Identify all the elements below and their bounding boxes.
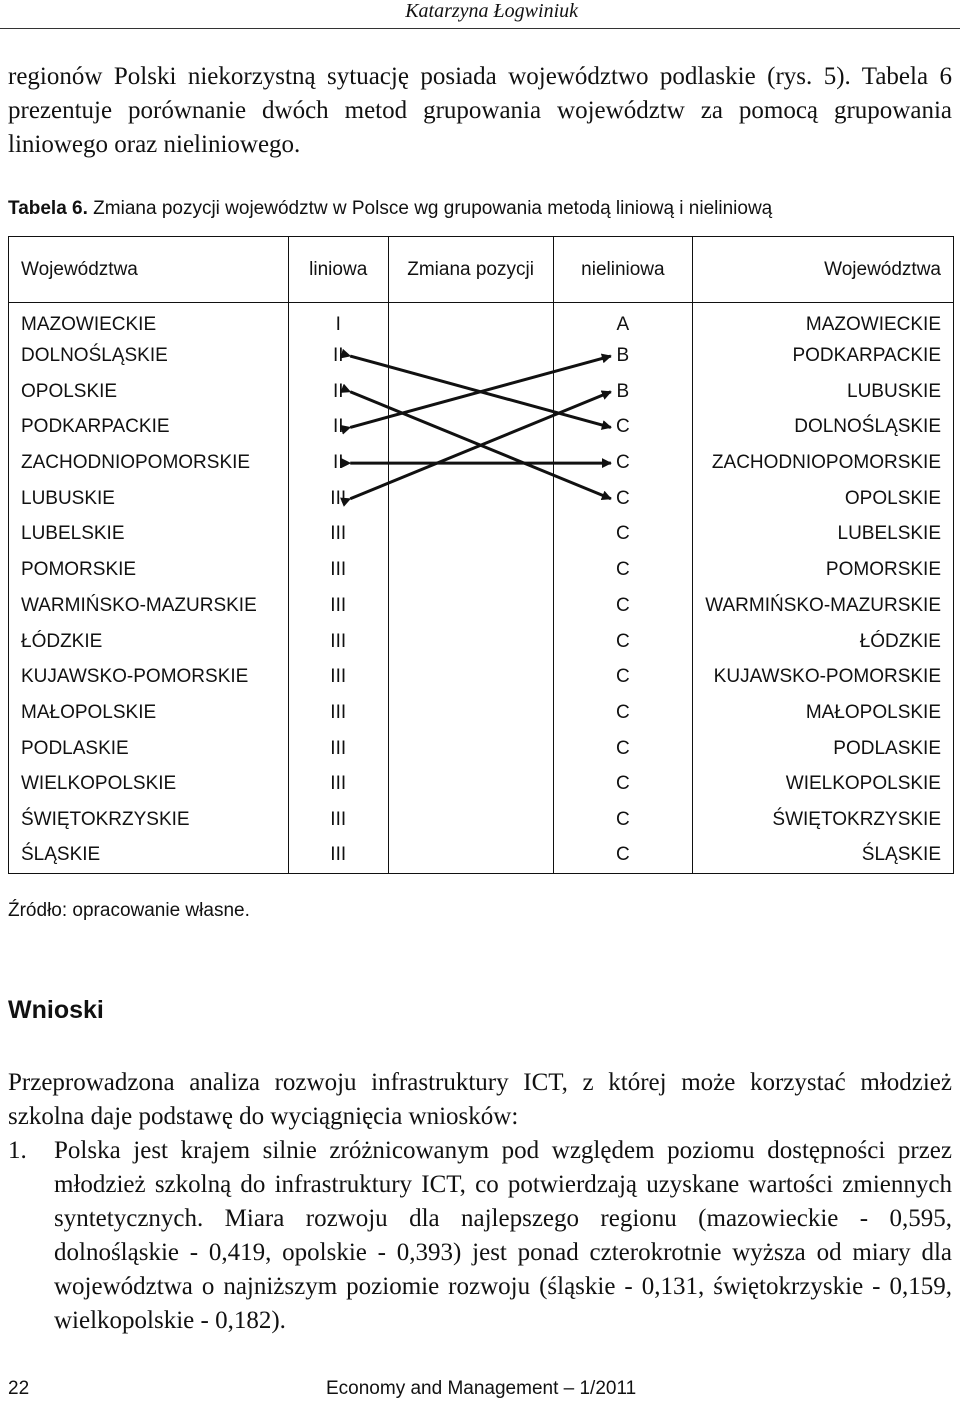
comparison-table-wrapper xyxy=(8,236,954,878)
table-caption-text: Zmiana pozycji województw w Polsce wg grupowania metodą liniową i nieliniową xyxy=(87,198,773,219)
nonlinear-group-cell: C xyxy=(553,445,693,481)
table-row xyxy=(9,588,954,624)
voivodeship-nonlinear-cell: ZACHODNIOPOMORSKIE xyxy=(693,445,954,481)
position-change-cell xyxy=(388,624,553,660)
voivodeship-nonlinear-cell: PODKARPACKIE xyxy=(693,338,954,374)
linear-group-cell: II xyxy=(288,338,388,374)
nonlinear-group-cell: A xyxy=(553,303,693,339)
table-body xyxy=(9,303,954,874)
linear-group-cell: III xyxy=(288,517,388,553)
voivodeship-linear-cell: ZACHODNIOPOMORSKIE xyxy=(9,445,289,481)
voivodeship-linear-cell: ŁÓDZKIE xyxy=(9,624,289,660)
nonlinear-group-cell: C xyxy=(553,766,693,802)
linear-group-cell: II xyxy=(288,374,388,410)
voivodeship-nonlinear-cell: PODLASKIE xyxy=(693,731,954,767)
position-change-cell xyxy=(388,338,553,374)
table-row xyxy=(9,410,954,446)
position-change-cell xyxy=(388,303,553,339)
linear-group-cell: III xyxy=(288,695,388,731)
voivodeship-nonlinear-cell: WIELKOPOLSKIE xyxy=(693,766,954,802)
voivodeship-linear-cell: LUBUSKIE xyxy=(9,481,289,517)
linear-group-cell: III xyxy=(288,624,388,660)
header-position-change: Zmiana pozycji xyxy=(388,237,553,303)
position-change-cell xyxy=(388,552,553,588)
table-row xyxy=(9,624,954,660)
conclusions-heading: Wnioski xyxy=(8,996,104,1024)
position-change-cell xyxy=(388,659,553,695)
table-row xyxy=(9,374,954,410)
position-change-cell xyxy=(388,445,553,481)
voivodeship-nonlinear-cell: POMORSKIE xyxy=(693,552,954,588)
position-change-cell xyxy=(388,838,553,874)
conclusions-list xyxy=(8,1134,952,1338)
voivodeship-nonlinear-cell: ŁÓDZKIE xyxy=(693,624,954,660)
linear-group-cell: III xyxy=(288,766,388,802)
table-row xyxy=(9,445,954,481)
nonlinear-group-cell: C xyxy=(553,695,693,731)
voivodeship-nonlinear-cell: LUBUSKIE xyxy=(693,374,954,410)
position-change-cell xyxy=(388,802,553,838)
voivodeship-linear-cell: DOLNOŚLĄSKIE xyxy=(9,338,289,374)
voivodeship-nonlinear-cell: LUBELSKIE xyxy=(693,517,954,553)
voivodeship-linear-cell: MAŁOPOLSKIE xyxy=(9,695,289,731)
nonlinear-group-cell: C xyxy=(553,731,693,767)
table-row xyxy=(9,481,954,517)
header-voivodeships-right: Województwa xyxy=(693,237,954,303)
voivodeship-nonlinear-cell: MAŁOPOLSKIE xyxy=(693,695,954,731)
header-divider xyxy=(0,28,960,29)
voivodeship-nonlinear-cell: OPOLSKIE xyxy=(693,481,954,517)
nonlinear-group-cell: C xyxy=(553,552,693,588)
table-header-row xyxy=(9,237,954,303)
linear-group-cell: III xyxy=(288,588,388,624)
nonlinear-group-cell: C xyxy=(553,624,693,660)
position-change-cell xyxy=(388,588,553,624)
voivodeship-linear-cell: ŚWIĘTOKRZYSKIE xyxy=(9,802,289,838)
page-number: 22 xyxy=(8,1378,30,1399)
conclusion-item xyxy=(8,1134,952,1338)
conclusion-text: Polska jest krajem silnie zróżnicowanym pod względem poziomu dostępności przez młodzież szkolną do infrastruktury ICT, co potwierdzają uzyskane wartości zmiennych syntetycznych. Miara rozwoju dla najlepszego regionu (mazowieckie - 0,595, dolnośląskie - 0,419, opolskie - 0,393) jest ponad czterokrotnie wyższa od miary dla województwa o najniższym poziomie rozwoju (śląskie - 0,131, świętokrzyskie - 0,159, wielkopolskie - 0,182). xyxy=(54,1137,952,1334)
linear-group-cell: III xyxy=(288,731,388,767)
linear-group-cell: III xyxy=(288,838,388,874)
intro-paragraph: regionów Polski niekorzystną sytuację posiada województwo podlaskie (rys. 5). Tabela 6 prezentuje porównanie dwóch metod grupowania województw za pomocą grupowania liniowego oraz nieliniowego. xyxy=(8,63,952,158)
table-caption xyxy=(8,198,772,220)
position-change-cell xyxy=(388,766,553,802)
nonlinear-group-cell: C xyxy=(553,517,693,553)
journal-footer: Economy and Management – 1/2011 xyxy=(326,1378,637,1399)
position-change-cell xyxy=(388,374,553,410)
linear-group-cell: II xyxy=(288,410,388,446)
comparison-table xyxy=(8,236,954,874)
nonlinear-group-cell: C xyxy=(553,481,693,517)
table-row xyxy=(9,659,954,695)
nonlinear-group-cell: C xyxy=(553,588,693,624)
table-source: Źródło: opracowanie własne. xyxy=(8,900,250,921)
conclusion-number: 1. xyxy=(8,1137,27,1164)
voivodeship-linear-cell: ŚLĄSKIE xyxy=(9,838,289,874)
position-change-cell xyxy=(388,695,553,731)
nonlinear-group-cell: B xyxy=(553,374,693,410)
voivodeship-nonlinear-cell: DOLNOŚLĄSKIE xyxy=(693,410,954,446)
position-change-cell xyxy=(388,731,553,767)
nonlinear-group-cell: B xyxy=(553,338,693,374)
table-row xyxy=(9,731,954,767)
table-row xyxy=(9,338,954,374)
header-nonlinear: nieliniowa xyxy=(553,237,693,303)
table-row xyxy=(9,552,954,588)
table-row xyxy=(9,802,954,838)
voivodeship-linear-cell: PODLASKIE xyxy=(9,731,289,767)
voivodeship-linear-cell: KUJAWSKO-POMORSKIE xyxy=(9,659,289,695)
table-row xyxy=(9,303,954,339)
linear-group-cell: III xyxy=(288,659,388,695)
voivodeship-nonlinear-cell: ŚLĄSKIE xyxy=(693,838,954,874)
nonlinear-group-cell: C xyxy=(553,802,693,838)
table-row xyxy=(9,695,954,731)
header-voivodeships-left: Województwa xyxy=(9,237,289,303)
linear-group-cell: III xyxy=(288,552,388,588)
voivodeship-nonlinear-cell: MAZOWIECKIE xyxy=(693,303,954,339)
voivodeship-nonlinear-cell: WARMIŃSKO-MAZURSKIE xyxy=(693,588,954,624)
header-linear: liniowa xyxy=(288,237,388,303)
table-row xyxy=(9,766,954,802)
linear-group-cell: III xyxy=(288,802,388,838)
running-head: Katarzyna Łogwiniuk xyxy=(405,0,578,22)
table-caption-label: Tabela 6. xyxy=(8,198,88,219)
voivodeship-nonlinear-cell: ŚWIĘTOKRZYSKIE xyxy=(693,802,954,838)
table-row xyxy=(9,517,954,553)
linear-group-cell: I xyxy=(288,303,388,339)
nonlinear-group-cell: C xyxy=(553,838,693,874)
table-row xyxy=(9,838,954,874)
position-change-cell xyxy=(388,481,553,517)
voivodeship-linear-cell: LUBELSKIE xyxy=(9,517,289,553)
nonlinear-group-cell: C xyxy=(553,410,693,446)
conclusions-intro: Przeprowadzona analiza rozwoju infrastruktury ICT, z której może korzystać młodzież szkolna daje podstawę do wyciągnięcia wniosków: xyxy=(8,1069,952,1130)
linear-group-cell: III xyxy=(288,481,388,517)
voivodeship-linear-cell: MAZOWIECKIE xyxy=(9,303,289,339)
linear-group-cell: II xyxy=(288,445,388,481)
voivodeship-linear-cell: OPOLSKIE xyxy=(9,374,289,410)
voivodeship-linear-cell: WARMIŃSKO-MAZURSKIE xyxy=(9,588,289,624)
voivodeship-linear-cell: PODKARPACKIE xyxy=(9,410,289,446)
voivodeship-nonlinear-cell: KUJAWSKO-POMORSKIE xyxy=(693,659,954,695)
voivodeship-linear-cell: WIELKOPOLSKIE xyxy=(9,766,289,802)
position-change-cell xyxy=(388,410,553,446)
voivodeship-linear-cell: POMORSKIE xyxy=(9,552,289,588)
nonlinear-group-cell: C xyxy=(553,659,693,695)
position-change-cell xyxy=(388,517,553,553)
